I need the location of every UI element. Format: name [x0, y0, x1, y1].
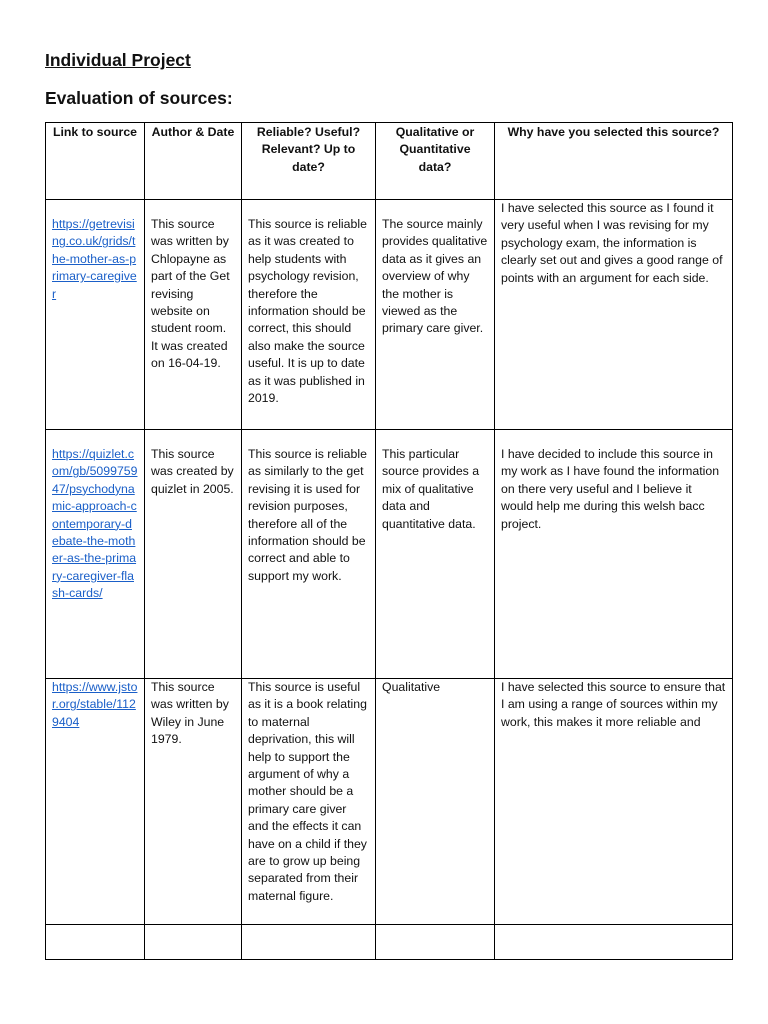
empty-cell: [376, 925, 495, 960]
header-link: Link to source: [46, 123, 145, 200]
empty-cell: [495, 925, 733, 960]
data-type-cell: This particular source provides a mix of qualitative data and quantitative data.: [376, 430, 495, 679]
header-reliable: Reliable? Useful? Relevant? Up to date?: [242, 123, 376, 200]
table-header-row: [46, 123, 733, 200]
reliable-cell: This source is reliable as similarly to the get revising it is used for revision purposes, therefore all of the information should be correct and able to support my work.: [242, 430, 376, 679]
reason-cell: I have selected this source to ensure that I am using a range of sources within my work, this makes it more reliable and: [495, 679, 733, 925]
sources-table: [45, 122, 733, 960]
author-cell: This source was written by Wiley in June 1979.: [145, 679, 242, 925]
source-link[interactable]: https://getrevising.co.uk/grids/the-mother-as-primary-caregiver: [52, 217, 137, 301]
reason-cell: I have decided to include this source in my work as I have found the information on there very useful and I believe it would help me during this welsh bacc project.: [495, 430, 733, 679]
author-cell: This source was written by Chlopayne as part of the Get revising website on student room. It was created on 16-04-19.: [145, 200, 242, 430]
reliable-cell: This source is useful as it is a book relating to maternal deprivation, this will help to support the argument of why a mother should be a primary care giver and the effects it can have on a child if they are to grow up being separated from their maternal figure.: [242, 679, 376, 925]
reliable-cell: This source is reliable as it was created to help students with psychology revision, therefore the information should be correct, this should also make the source useful. It is up to date as it was published in 2019.: [242, 200, 376, 430]
empty-table-row: [46, 925, 733, 960]
table-row: [46, 200, 733, 430]
source-link[interactable]: https://quizlet.com/gb/509975947/psychodynamic-approach-contemporary-debate-the-mother-as-the-primary-caregiver-flash-cards/: [52, 447, 138, 601]
source-link[interactable]: https://www.jstor.org/stable/1129404: [52, 680, 138, 729]
author-cell: This source was created by quizlet in 2005.: [145, 430, 242, 679]
empty-cell: [242, 925, 376, 960]
header-author: Author & Date: [145, 123, 242, 200]
document-title: Individual Project: [45, 50, 191, 70]
table-row: [46, 430, 733, 679]
section-heading: Evaluation of sources:: [45, 88, 233, 108]
empty-cell: [145, 925, 242, 960]
table-row: [46, 679, 733, 925]
link-cell: [46, 200, 145, 430]
data-type-cell: Qualitative: [376, 679, 495, 925]
reason-cell: I have selected this source as I found it very useful when I was revising for my psychology exam, the information is clearly set out and gives a good range of points with an argument for each side.: [495, 200, 733, 430]
empty-cell: [46, 925, 145, 960]
header-data-type: Qualitative or Quantitative data?: [376, 123, 495, 200]
header-reason: Why have you selected this source?: [495, 123, 733, 200]
data-type-cell: The source mainly provides qualitative data as it gives an overview of why the mother is viewed as the primary care giver.: [376, 200, 495, 430]
link-cell: [46, 679, 145, 925]
link-cell: [46, 430, 145, 679]
